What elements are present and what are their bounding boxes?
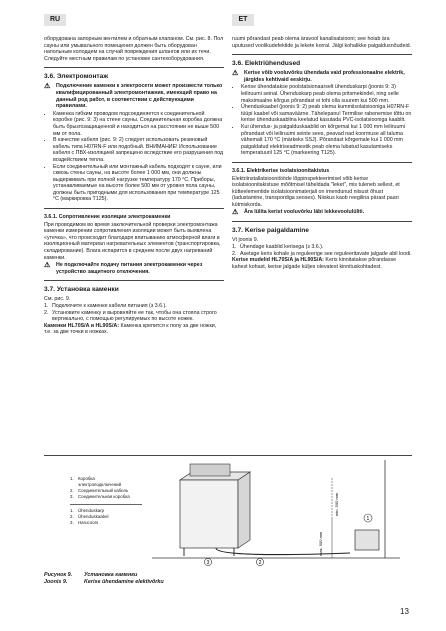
callout-1: [364, 514, 372, 522]
legend-number: 1.: [70, 476, 74, 481]
models-note: [44, 323, 224, 336]
bullet-list: [232, 84, 412, 157]
list-item: • Ühenduskaabel (joonis 9: 2) peab olema kummiisolatsiooniga H07RN-F tüüpi kaabel või samaväärne. Tähelepanu! Termilise rabenemise tõttu on kerise ühenduskaablina keelatud kasutada PVC-isolatsiooniga kaablit.: [241, 104, 412, 124]
dimension-label-max: max. 500 mm: [318, 531, 323, 556]
legend-number: 3.: [70, 520, 74, 525]
models-label: Kerise mudelid HL70S/A ja HL90S/A:: [232, 257, 324, 264]
section-divider: [44, 280, 224, 281]
list-item: • Каменка гибким проводом подсоединяется к соединительной коробке (рис. 9: 3) на стене сауны. Соединительная коробка должна быть брызгозащищенной и находиться на расстоянии не выше 500 мм от пола.: [53, 111, 224, 137]
step-text: Установите каменку и выровняйте ее так, чтобы она стояла строго вертикально, с помощью регулируемых по высоте ножек.: [52, 309, 217, 323]
legend-text: Соединительная коробка: [78, 494, 130, 499]
step-number: 2.: [44, 309, 49, 316]
legend-number: 1.: [70, 508, 74, 513]
section-title-electrical: 3.6. Elektriühendused: [232, 60, 301, 68]
figure-legend: [70, 476, 142, 526]
list-item: [44, 310, 224, 323]
caption-ru: [44, 572, 164, 579]
intro-text: оборудована запорным вентилем и обратным клапаном. См. рис. 8. Пол сауны или умывального помещения должен быть оборудован напольным колодцем на случай повреждения шлангов или их течи. Следуйте местным правилам по установке сантехоборудования.: [44, 36, 224, 62]
step-text: Ühendage kaablid kerisega (з 3.6.).: [240, 244, 324, 251]
warning-icon: ⚠: [232, 70, 239, 78]
section-title-install: 3.7. Установка каменки: [44, 286, 119, 294]
caption-et: [44, 579, 164, 586]
warning-insulation: [44, 262, 224, 275]
caption-text: Установка каменки: [84, 572, 138, 578]
legend-number: 3.: [70, 494, 74, 499]
warning-icon: ⚠: [232, 209, 239, 217]
legend-text: электроподключений: [78, 482, 122, 487]
language-tab-et: ET: [232, 14, 254, 26]
step-number: 1.: [44, 303, 49, 309]
section-divider: [232, 54, 412, 55]
see-figure: Vt joonis 9.: [232, 237, 259, 244]
svg-text:1: 1: [366, 516, 370, 522]
warning-icon: ⚠: [44, 83, 51, 91]
list-item: • Kerise ühendatakse poolstatsionaarselt ühenduskarpi (joonis 9: 3) leiliruumi seinal. Ühenduskarp peab olema pritsmekindel, ning selle maksimaalne kõrgus põrandast ei tohi olla suurem kui 500 mm.: [241, 84, 412, 104]
models-text: Каменка крепится к полу за две ножки, т.е. за две точки в ножках.: [44, 322, 217, 336]
section-title-electrical: 3.6. Электромонтаж: [44, 73, 108, 81]
legend-number: 2.: [70, 514, 74, 519]
section-divider: [232, 162, 412, 163]
warning-electrical: [232, 70, 412, 83]
callout-3: [204, 558, 211, 566]
step-text: Подключите к каменке кабели питания (з 3.6.).: [52, 303, 167, 309]
intro-text: ruumi põrandast peab olema äravool kanalisatsiooni; see hoiab ära uputused voolikudefektide ja lekete korral. Jälgi kohalikke paigaldusnõudeid.: [232, 36, 412, 49]
list-item: [44, 303, 224, 310]
language-tab-ru: RU: [44, 14, 66, 26]
section-divider: [44, 208, 224, 209]
column-et: [232, 36, 412, 270]
callout-2: [256, 558, 263, 566]
connecting-cable: [216, 548, 350, 555]
warning-insulation: [232, 209, 412, 216]
subsection-title-insulation: 3.6.1. Сопротивление изоляции электрокаменки: [44, 214, 171, 221]
list-item: [232, 244, 412, 251]
insulation-text: При проводимом во время заключительной проверки электромонтажа каменки измерении сопротивления изоляции может быть выявлена «утечка», что происходит благодаря впитыванию атмосферной влаги в изоляционный материал нагревательных элементов (транспортировка, складирование). Влага испарится в среднем после двух нагреваний каменки.: [44, 221, 221, 261]
legend-text: Ühenduskarp: [78, 508, 105, 513]
warning-electrical: [44, 83, 224, 109]
warning-text: Не подключайте подачу питания электрокаменки через устройство защитного отключения.: [56, 262, 203, 275]
svg-text:3: 3: [206, 560, 210, 566]
models-text: Keris kinnitatakse põrandasse kahest kohast, kerise jalgade küljes olevatest kinnituskohtadest.: [232, 257, 397, 270]
legend-text: Harucoors: [78, 520, 99, 525]
insulation-text: Elektriinstallatsioonitööde lõppinspekteerimisel võib kerise isolatsioonitakistuse mõõtmisel täheldada "leket", mis tuleneb sellest, et kütteelementide isolatsioonimaterjali on imendunud niisust õhust (ladustamine, transpordiga seoses). Niiskus kaob reegilina pärast paari kütmiskorda.: [232, 175, 400, 208]
svg-text:2: 2: [258, 560, 262, 566]
page-number: 13: [400, 607, 409, 616]
legend-item: [70, 520, 142, 526]
legend-text: Коробка: [78, 476, 95, 481]
warning-text: Ära lülita kerist vooluvõrku läbi lekkevoolulüliti.: [244, 209, 365, 216]
list-item: • Если соединительный или монтажный кабель подходят к сауне, или сквозь стены сауны, на высоте более 1 000 мм, они должны выдерживать при полной нагрузке температуру 170 °C. Приборы, устанавливаемые на высоте более 500 мм от уровня пола сауны, должны быть пригодными для использования при температуре 125 °C (маркировка T125).: [53, 164, 224, 204]
step-number: 2.: [232, 250, 237, 257]
warning-icon: ⚠: [44, 262, 51, 270]
bullet-list: [44, 111, 224, 203]
legend-number: 2.: [70, 488, 74, 493]
legend-item: [70, 494, 142, 500]
see-figure: См. рис. 9.: [44, 296, 71, 303]
warning-text: Подключение каменки к электросети может произвести только квалифицированный электромонтажник, имеющий право на данный род работ, в соответствии с действующими правилами.: [56, 83, 223, 110]
junction-box: [355, 530, 379, 550]
subsection-title-insulation: 3.6.1. Elektrikerise isolatsioonitakistus: [232, 167, 330, 174]
section-title-install: 3.7. Kerise paigaldamine: [232, 227, 309, 235]
section-divider: [44, 67, 224, 68]
section-divider: [232, 221, 412, 222]
dimension-label-min: min. 500 mm: [334, 492, 339, 516]
warning-text: Kerise võib vooluvõrku ühendada vaid professionaalne elektrik, järgides kehtivaid eeskirju.: [244, 70, 405, 83]
models-label: Каменки HL70S/A и HL90S/A:: [44, 322, 120, 329]
list-item: • Kui ühendus- ja paigalduskaablid on kõrgemal kui 1 000 mm leiliruumi põrandast või leiliruumi seinte sees, peavad nad koormuse all taluma vähemalt 170 °C (märkeks SSJ). Põrandast kõrgemale kui 1 000 mm paigaldatud elektriseadmestik peab olema lubatud kasutamiseks temperatuuril 125 °C (markeering T125).: [241, 124, 412, 157]
caption-label: Рисунок 9.: [44, 572, 73, 578]
heater-illustration: [180, 464, 250, 556]
heater-installation-illustration: [150, 458, 420, 566]
caption-text: Kerise ühendamine elektivõrku: [84, 578, 164, 585]
step-text: Asetage keris kohale ja reguleerige see reguleeritavate jalgade abil loodi.: [240, 250, 412, 257]
legend-text: Соединительный кабель: [78, 488, 129, 493]
step-number: 1.: [232, 244, 237, 251]
figure-caption: [44, 572, 164, 585]
caption-label: Joonis 9.: [44, 578, 68, 585]
legend-divider: [70, 504, 142, 505]
models-note: [232, 257, 412, 270]
legend-text: Ühenduskaabel: [78, 514, 109, 519]
list-item: • В качестве кабеля (рис. 9: 2) следует использовать резиновый кабель типа H07RN-F или подобный. ВНИМАНИЕ! Использование кабеля с ПВХ-изоляцией запрещено вследствие его разрушения под воздействием тепла.: [53, 137, 224, 163]
list-item: [232, 251, 412, 258]
column-ru: [44, 36, 224, 336]
